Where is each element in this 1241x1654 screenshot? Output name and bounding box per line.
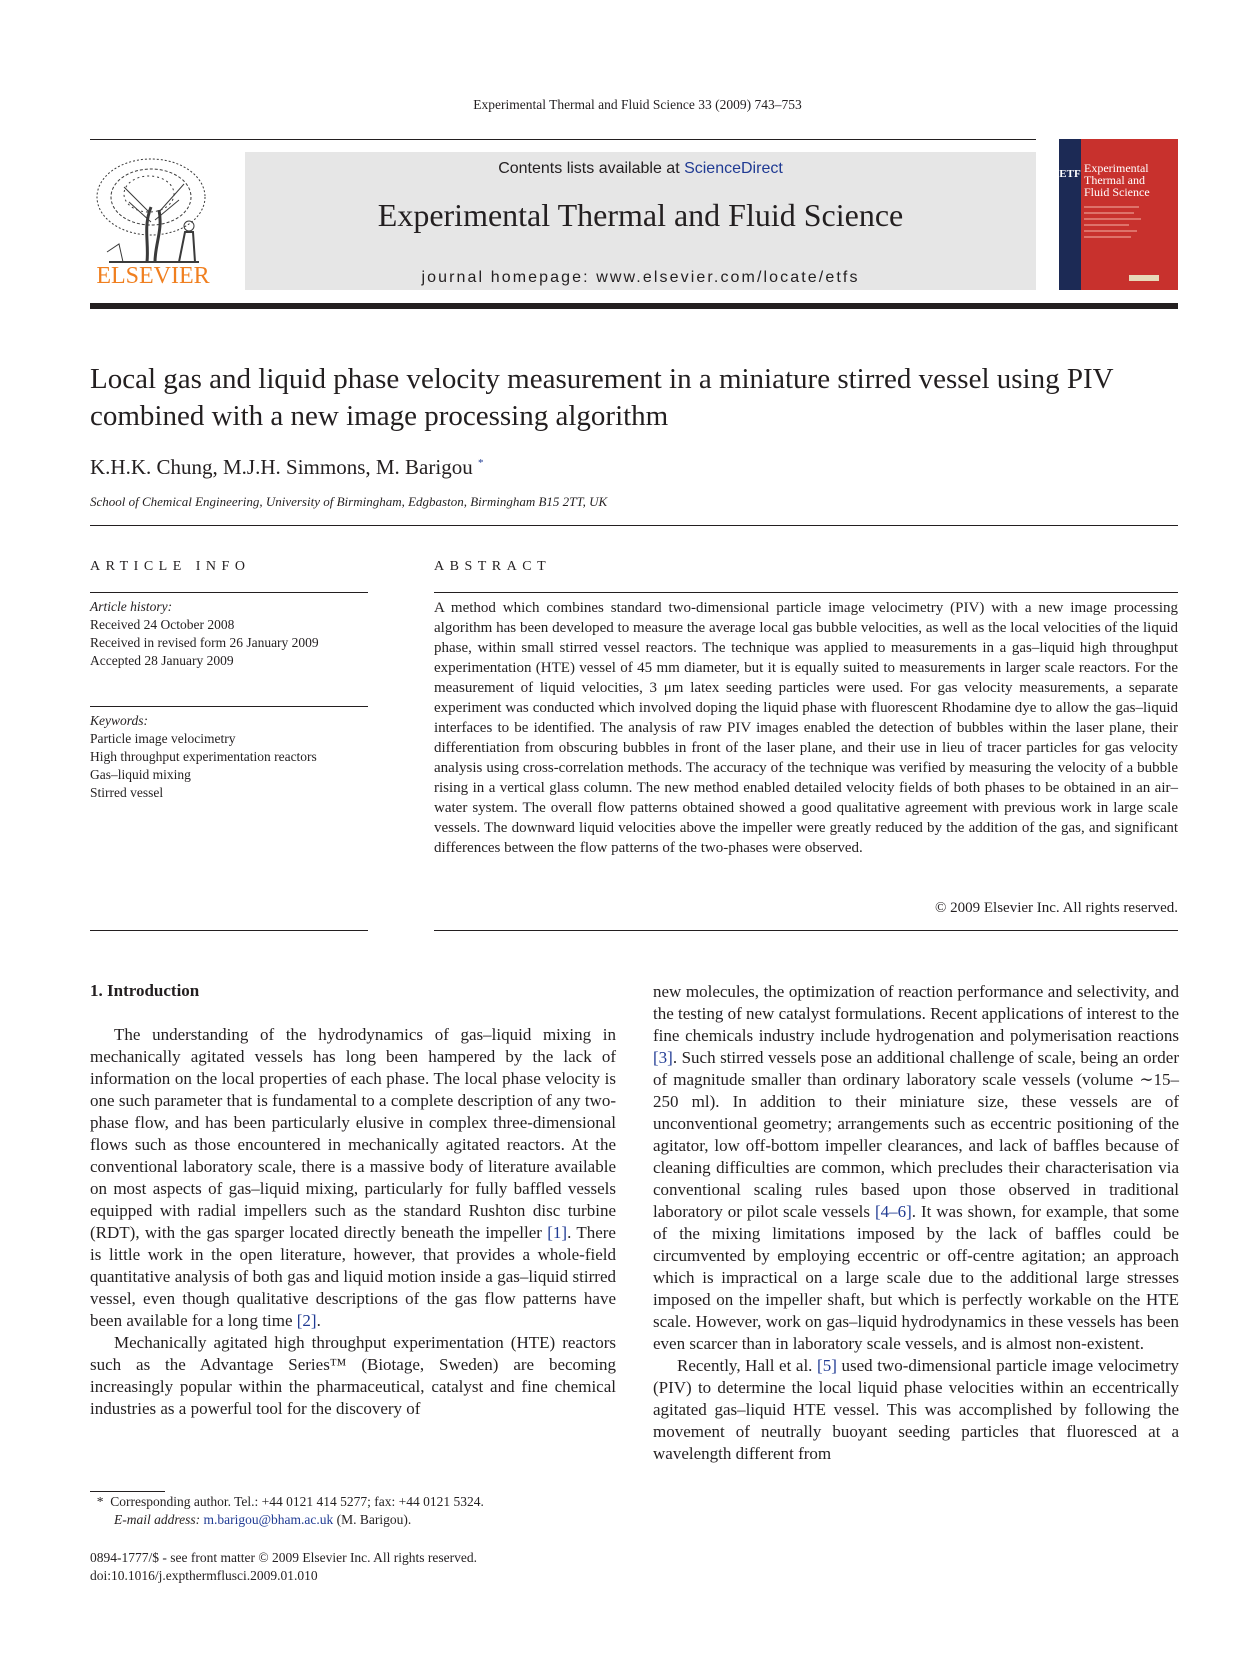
article-info-bottom-rule xyxy=(90,930,368,931)
keywords-label: Keywords: xyxy=(90,713,148,728)
text-run: Recently, Hall et al. xyxy=(677,1356,818,1375)
elsevier-logo xyxy=(89,152,217,290)
email-suffix: (M. Barigou). xyxy=(336,1512,412,1527)
affiliation: School of Chemical Engineering, University of Birmingham, Edgbaston, Birmingham B15 2TT, UK xyxy=(90,494,608,509)
footnote-text: Corresponding author. Tel.: +44 0121 414 5277; fax: +44 0121 5324. xyxy=(110,1494,484,1509)
article-info-heading: ARTICLE INFO xyxy=(90,559,251,574)
doi-line[interactable]: doi:10.1016/j.expthermflusci.2009.01.010 xyxy=(90,1568,318,1583)
corresponding-author-footnote xyxy=(90,1493,650,1529)
history-received: Received 24 October 2008 xyxy=(90,617,235,632)
abstract-bottom-rule xyxy=(434,930,1178,931)
journal-banner xyxy=(245,152,1036,290)
issn-doi xyxy=(90,1549,477,1585)
email-label: E-mail address: xyxy=(114,1512,201,1527)
keyword: High throughput experimentation reactors xyxy=(90,749,317,764)
footnote-line xyxy=(90,1493,650,1511)
journal-cover xyxy=(1059,139,1178,290)
text-run: The understanding of the hydrodynamics of gas–liquid mixing in mechanically agitated vessels has long been hampered by the lack of information on the local properties of each phase. The local phase velocity is one such parameter that is fundamental to a complete description of any two-phase flow, and has been particularly elusive in complex three-dimensional flows such as those encountered in mechanically agitated reactors. At the conventional laboratory scale, there is a massive body of literature available on most aspects of gas–liquid mixing, particularly for fully baffled vessels equipped with radial impellers such as the standard Rushton disc turbine (RDT), with the gas sparger located directly beneath the impeller xyxy=(90,1025,616,1242)
elsevier-tree-icon xyxy=(89,152,217,290)
authors-names: K.H.K. Chung, M.J.H. Simmons, M. Barigou xyxy=(90,455,473,479)
article-info-rule xyxy=(90,592,368,593)
intro-paragraph-2: Mechanically agitated high throughput experimentation (HTE) reactors such as the Advantage Series™ (Biotage, Sweden) are becoming increasingly popular within the pharmaceutical, catalyst and fine chemical industries as a powerful tool for the discovery of xyxy=(90,1333,616,1418)
journal-title: Experimental Thermal and Fluid Science xyxy=(377,197,904,233)
issn-line: 0894-1777/$ - see front matter © 2009 Elsevier Inc. All rights reserved. xyxy=(90,1550,478,1565)
keyword: Particle image velocimetry xyxy=(90,731,236,746)
cover-title-3: Fluid Science xyxy=(1084,185,1150,199)
journal-cover-image xyxy=(1059,139,1178,290)
section-heading-introduction: 1. Introduction xyxy=(90,981,200,1000)
left-column-body xyxy=(90,1024,616,1420)
text-run: . It was shown, for example, that some of the mixing limitations imposed by the lack of baffles could be circumvented by employing eccentric or off-centre agitation; an approach which is impractical on a large scale due to the additional large stresses imposed on the impeller shaft, but which is perfectly workable on the HTE scale. However, work on gas–liquid hydrodynamics in these vessels has been even scarcer than in laboratory scale vessels, and is almost non-existent. xyxy=(653,1202,1179,1353)
history-accepted: Accepted 28 January 2009 xyxy=(90,653,234,668)
abstract-rule xyxy=(434,592,1178,593)
cover-title-1: Experimental xyxy=(1084,161,1149,175)
citation-link[interactable]: [5] xyxy=(817,1356,837,1375)
journal-homepage[interactable]: journal homepage: www.elsevier.com/locate/etfs xyxy=(421,269,860,286)
citation-link[interactable]: [3] xyxy=(653,1048,673,1067)
keywords-rule xyxy=(90,706,368,707)
footnote-mark: * xyxy=(96,1494,104,1509)
citation-link[interactable]: [2] xyxy=(296,1311,317,1330)
cover-title-2: Thermal and xyxy=(1084,173,1145,187)
author-list xyxy=(90,455,483,480)
contents-line xyxy=(245,160,1036,178)
contents-prefix: Contents lists available at xyxy=(498,160,685,177)
history-revised: Received in revised form 26 January 2009 xyxy=(90,635,319,650)
keyword: Gas–liquid mixing xyxy=(90,767,191,782)
email-link[interactable]: m.barigou@bham.ac.uk xyxy=(203,1512,334,1527)
text-run: . Such stirred vessels pose an additional challenge of scale, being an order of magnitude smaller than ordinary laboratory scale vessels (volume ∼15–250 ml). In addition to their miniature size, these vessels are of unconventional geometry; arrangements such as eccentric positioning of the agitator, low off-bottom impeller clearances, and lack of baffles because of cleaning difficulties are common, which precludes their characterisation via conventional scaling rules based upon those observed in traditional laboratory or pilot scale vessels xyxy=(653,1048,1179,1221)
sciencedirect-link[interactable]: ScienceDirect xyxy=(684,160,783,177)
right-column-body xyxy=(653,981,1179,1465)
article-history xyxy=(90,598,319,670)
keyword: Stirred vessel xyxy=(90,785,164,800)
article-title: Local gas and liquid phase velocity measurement in a miniature stirred vessel using PIV combined with a new image processing algorithm xyxy=(90,363,1114,432)
corresponding-author-mark[interactable]: * xyxy=(477,457,484,469)
keywords xyxy=(90,712,317,802)
footnote-rule xyxy=(90,1491,165,1492)
abstract-copyright: © 2009 Elsevier Inc. All rights reserved. xyxy=(934,900,1178,916)
abstract-heading: ABSTRACT xyxy=(434,559,552,574)
intro-paragraph-1: The understanding of the hydrodynamics of gas–liquid mixing in mechanically agitated vessels has long been hampered by the lack of information on the local properties of each phase. The local phase velocity is one such parameter that is fundamental to a complete description of any two-phase flow, and has been particularly elusive in complex three-dimensional flows such as those encountered in mechanically agitated reactors. At the conventional laboratory scale, there is a massive body of literature available on most aspects of gas–liquid mixing, particularly for fully baffled vessels equipped with radial impellers such as the standard Rushton disc turbine (RDT), with the gas sparger located directly beneath the impeller [1]. There is little work in the open literature, however, that provides a whole-field quantitative analysis of both gas and liquid motion inside a gas–liquid stirred vessel, even though qualitative descriptions of the gas flow patterns have been available for a long time [2]. xyxy=(90,1025,616,1330)
abstract-text: A method which combines standard two-dimensional particle image velocimetry (PIV) with a new image processing algorithm has been developed to measure the average local gas bubble velocities, as well as the local velocities of the liquid phase, within small stirred vessel reactors. The technique was applied to measurements in a gas–liquid high throughput experimentation (HTE) vessel of 45 mm diameter, but it is equally suited to measurements in larger scale reactors. For the measurement of liquid velocities, 3 μm latex seeding particles were used. For gas velocity measurements, a separate experiment was conducted which involved doping the liquid phase with fluorescent Rhodamine dye to allow the gas–liquid interfaces to be identified. The analysis of raw PIV images enabled the detection of bubbles within the laser plane, their differentiation from obscuring bubbles in front of the laser plane, and their use in lieu of tracer particles for gas velocity analysis using cross-correlation methods. The accuracy of the technique was verified by measuring the velocity of a bubble rising in a vertical glass column. The new method enabled detailed velocity fields of both phases to be obtained in an air–water system. The overall flow patterns obtained showed a good qualitative agreement with previous work in large scale vessels. The downward liquid velocities above the impeller were greatly reduced by the addition of the gas, and significant differences between the flow patterns of the two-phases were observed. xyxy=(434,600,1178,856)
text-run: new molecules, the optimization of reaction performance and selectivity, and the testing of new catalyst formulations. Recent applications of interest to the fine chemicals industry include hydrogenation and polymerisation reactions xyxy=(653,982,1179,1045)
footnote-email-line xyxy=(90,1511,650,1529)
text-run: . There is little work in the open literature, however, that provides a whole-field quantitative analysis of both gas and liquid motion inside a gas–liquid stirred vessel, even though qualitative descriptions of the gas flow patterns have been available for a long time xyxy=(90,1223,616,1330)
affiliation-rule xyxy=(90,525,1178,526)
cover-abbr: ETF xyxy=(1059,168,1081,180)
logo-wordmark: ELSEVIER xyxy=(96,263,210,289)
running-header: Experimental Thermal and Fluid Science 33 (2009) 743–753 xyxy=(473,97,802,112)
history-label: Article history: xyxy=(90,599,173,614)
intro-paragraph-2-continued xyxy=(653,981,1179,1355)
header-rule xyxy=(90,139,1036,140)
intro-paragraph-3 xyxy=(653,1355,1179,1465)
text-run: used two-dimensional particle image velocimetry (PIV) to determine the local liquid phase velocities within an eccentrically agitated gas–liquid HTE vessel. This was accomplished by following the movement of neutrally buoyant seeding particles that fluoresced at a wavelength different from xyxy=(653,1356,1180,1463)
citation-link[interactable]: [1] xyxy=(547,1223,568,1242)
header-thick-rule xyxy=(90,303,1178,309)
citation-link[interactable]: [4–6] xyxy=(874,1202,912,1221)
